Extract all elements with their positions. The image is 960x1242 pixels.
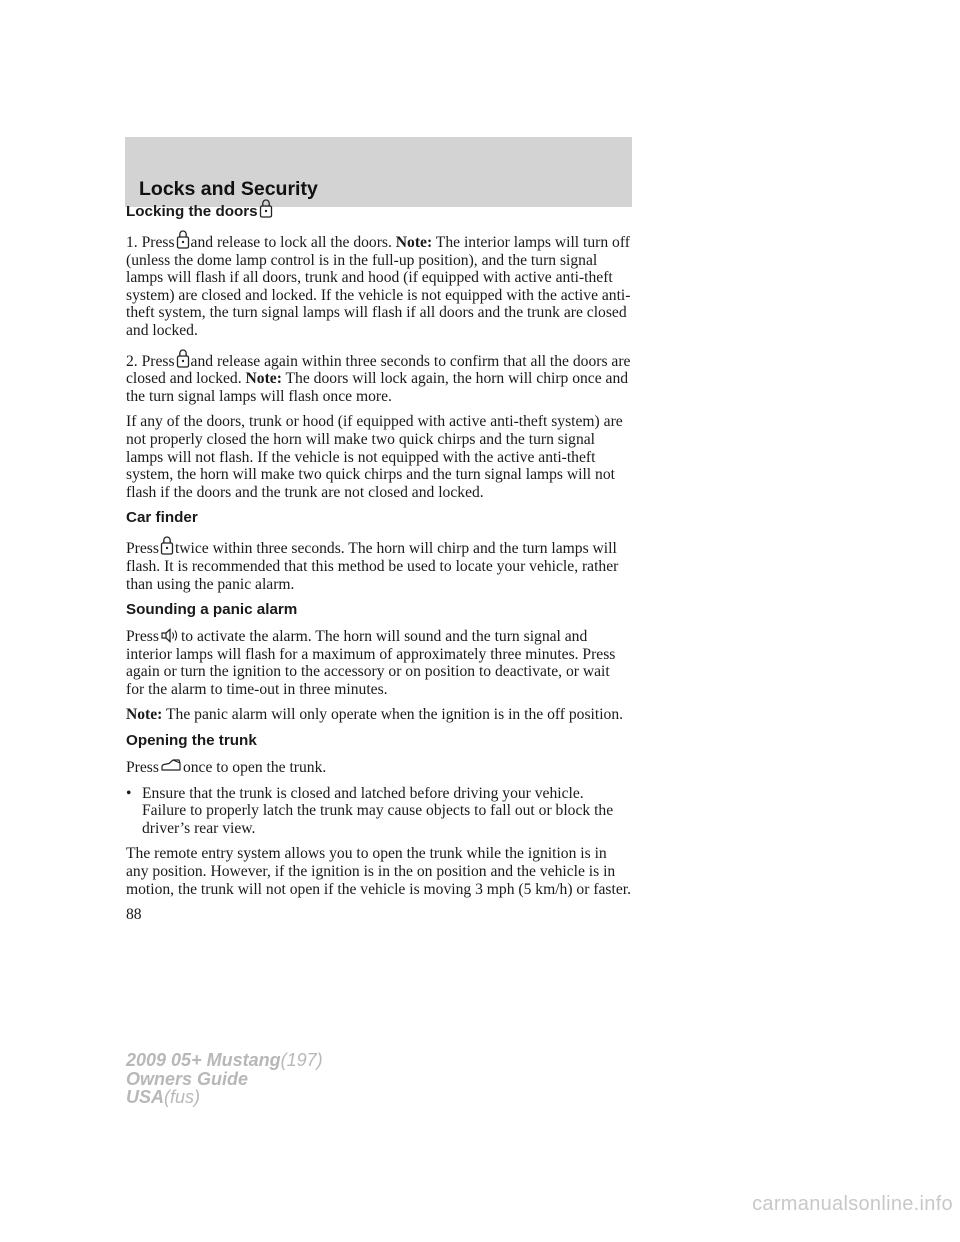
- heading-car-finder: Car finder: [126, 509, 198, 527]
- footer-model: 2009 05+ Mustang: [126, 1050, 281, 1070]
- watermark: [0, 1193, 960, 1216]
- bullet-text: Ensure that the trunk is closed and latched before driving your vehicle. Failure to properly latch the trunk may cause objects to fall out or block the driver’s rear view.: [142, 784, 614, 837]
- car-finder-text: twice within three seconds. The horn will chirp and the turn lamps will flash. It is recommended that this method be used to locate your vehicle, rather than using the panic alarm.: [126, 540, 619, 593]
- lock-icon: [176, 229, 190, 249]
- heading-opening-trunk: Opening the trunk: [126, 732, 257, 750]
- watermark-text: carmanualsonline.info: [752, 1193, 953, 1215]
- press-label: Press: [126, 759, 159, 777]
- press-label: 2. Press: [126, 352, 175, 370]
- note-text: The panic alarm will only operate when the ignition is in the off position.: [166, 706, 624, 724]
- bullet-symbol: •: [126, 784, 132, 802]
- trunk-remote-paragraph: The remote entry system allows you to open the trunk while the ignition is in any position. However, if the ignition is in the on position and the vehicle is in motion, the trunk will not open if the vehicle is moving 3 mph (5 km/h) or faster.: [126, 845, 631, 898]
- page-number: 88: [126, 906, 142, 924]
- footer-doc-id: [126, 1051, 323, 1107]
- footer-line-1: [126, 1051, 323, 1070]
- page-content: [126, 196, 631, 932]
- press-label: Press: [126, 628, 159, 646]
- heading-text: Locking the doors: [126, 203, 258, 220]
- panic-note: [126, 706, 631, 724]
- locking-step-1: [126, 229, 631, 340]
- lock-icon: [176, 348, 190, 368]
- trunk-text: once to open the trunk.: [182, 759, 327, 777]
- note-text: The doors will lock again, the horn will chirp once and the turn signal lamps will flash once more.: [126, 370, 629, 405]
- panic-paragraph: [126, 627, 631, 698]
- lock-icon: [259, 198, 273, 218]
- trunk-paragraph: [126, 758, 631, 777]
- section-title: Locks and Security: [139, 178, 318, 200]
- panic-text: to activate the alarm. The horn will sound and the turn signal and interior lamps will flash for a maximum of approximately three minutes. Press again or turn the ignition to the accessory or on position to deactivate, or wait for the alarm to time-out in three minutes.: [126, 628, 616, 698]
- trunk-bullet-item: [126, 785, 631, 838]
- heading-panic-alarm: Sounding a panic alarm: [126, 601, 298, 619]
- locking-step-2: [126, 348, 631, 406]
- footer-line-3: [126, 1088, 323, 1107]
- note-label: Note:: [245, 370, 282, 388]
- note-text: The interior lamps will turn off (unless the dome lamp control is in the full-up position), and the turn signal lamps will flash if all doors, trunk and hood (if equipped with active anti-theft system) are closed and locked. If the vehicle is not equipped with the active anti-theft system, the turn signal lamps will flash if all doors and the trunk are closed and locked.: [126, 234, 631, 339]
- note-label: Note:: [126, 706, 163, 724]
- footer-region-code: (fus): [164, 1087, 201, 1108]
- footer-line-2: Owners Guide: [126, 1068, 249, 1089]
- note-label: Note:: [395, 234, 433, 251]
- locking-warning-paragraph: If any of the doors, trunk or hood (if equipped with active anti-theft system) are not properly closed the horn will make two quick chirps and the turn signal lamps will not flash. If the vehicle is not equipped with the active anti-theft system, the horn will make two quick chirps and the turn signal lamps will not flash if the doors and the trunk are not closed and locked.: [126, 413, 623, 501]
- trunk-icon: [160, 758, 182, 774]
- press-label: Press: [126, 540, 159, 558]
- step-text: and release again within three seconds to confirm that all the doors are closed and locked.: [126, 352, 631, 388]
- press-label: 1. Press: [126, 234, 175, 251]
- car-finder-paragraph: [126, 535, 631, 593]
- lock-icon: [160, 535, 174, 555]
- heading-locking-doors: [126, 198, 631, 221]
- step-text: and release to lock all the doors.: [190, 234, 392, 251]
- panic-horn-icon: [160, 627, 180, 643]
- footer-model-code: (197): [280, 1050, 323, 1070]
- footer-region: USA: [126, 1087, 165, 1108]
